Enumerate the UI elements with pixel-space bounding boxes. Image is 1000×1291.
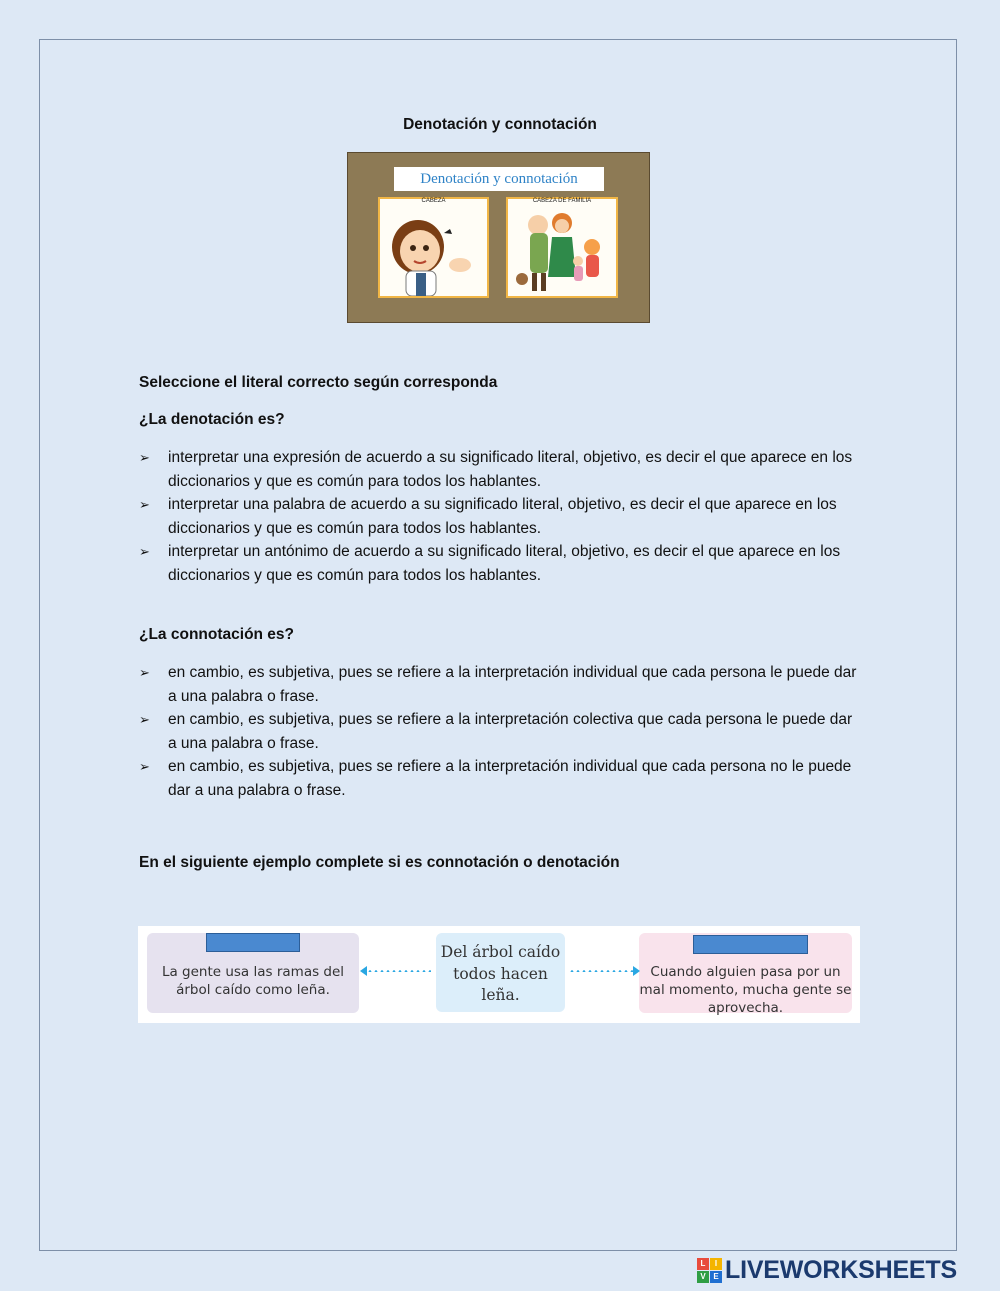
example-diagram (138, 926, 860, 1023)
illustration-banner: Denotación y connotación (394, 167, 604, 191)
denotation-option-1[interactable] (139, 446, 859, 493)
example-figurative-text: Cuando alguien pasa por un mal momento, mucha gente se aprovecha. (639, 964, 852, 1016)
example-saying-box (436, 933, 565, 1012)
example-literal-text: La gente usa las ramas del árbol caído como leña. (161, 964, 345, 998)
label-cabeza: CABEZA (421, 198, 446, 204)
arrow-bullet-icon: ➢ (139, 759, 150, 774)
dotted-connector-right (569, 970, 633, 972)
family-icon (508, 199, 616, 296)
page-title: Denotación y connotación (403, 116, 597, 133)
logo-letter: L (697, 1258, 709, 1270)
option-text: en cambio, es subjetiva, pues se refiere a la interpretación individual que cada persona no le puede dar a una palabra o frase. (168, 758, 852, 799)
denotation-option-2[interactable] (139, 493, 859, 540)
connotation-options (139, 661, 859, 802)
connotation-option-1[interactable] (139, 661, 859, 708)
liveworksheets-logo-icon (697, 1258, 723, 1284)
arrow-bullet-icon: ➢ (139, 497, 150, 512)
denotation-option-3[interactable] (139, 540, 859, 587)
option-text: interpretar un antónimo de acuerdo a su significado literal, objetivo, es decir el que aparece en los diccionarios y que es común para todos los hablantes. (168, 543, 841, 584)
label-cabeza-de-familia: CABEZA DE FAMILIA (532, 198, 592, 204)
logo-letter: E (710, 1271, 722, 1283)
connotation-option-2[interactable] (139, 708, 859, 755)
connotation-option-3[interactable] (139, 755, 859, 802)
dotted-connector-left (367, 970, 431, 972)
question-denotation: ¿La denotación es? (139, 411, 285, 428)
option-text: interpretar una expresión de acuerdo a su significado literal, objetivo, es decir el que aparece en los diccionarios y que es común para todos los hablantes. (168, 449, 853, 490)
logo-letter: V (697, 1271, 709, 1283)
arrow-right-icon (633, 966, 640, 976)
option-text: en cambio, es subjetiva, pues se refiere a la interpretación individual que cada persona le puede dar a una palabra o frase. (168, 664, 857, 705)
example-saying-text: Del árbol caído todos hacen leña. (440, 943, 561, 1004)
arrow-bullet-icon: ➢ (139, 544, 150, 559)
arrow-left-icon (360, 966, 367, 976)
answer-input-left[interactable] (206, 933, 300, 952)
logo-letter: I (710, 1258, 722, 1270)
example-heading: En el siguiente ejemplo complete si es connotación o denotación (139, 854, 620, 871)
illustration (347, 152, 650, 323)
arrow-bullet-icon: ➢ (139, 450, 150, 465)
denotation-options (139, 446, 859, 587)
illustration-panel-family (506, 197, 618, 298)
answer-input-right[interactable] (693, 935, 808, 954)
brand-name: LIVEWORKSHEETS (725, 1256, 957, 1284)
arrow-bullet-icon: ➢ (139, 665, 150, 680)
illustration-panel-head (378, 197, 489, 298)
option-text: en cambio, es subjetiva, pues se refiere a la interpretación colectiva que cada persona le puede dar a una palabra o frase. (168, 711, 853, 752)
arrow-bullet-icon: ➢ (139, 712, 150, 727)
instruction: Seleccione el literal correcto según corresponda (139, 374, 498, 391)
option-text: interpretar una palabra de acuerdo a su significado literal, objetivo, es decir el que aparece en los diccionarios y que es común para todos los hablantes. (168, 496, 837, 537)
question-connotation: ¿La connotación es? (139, 626, 295, 643)
girl-pointing-head-icon (380, 199, 487, 296)
